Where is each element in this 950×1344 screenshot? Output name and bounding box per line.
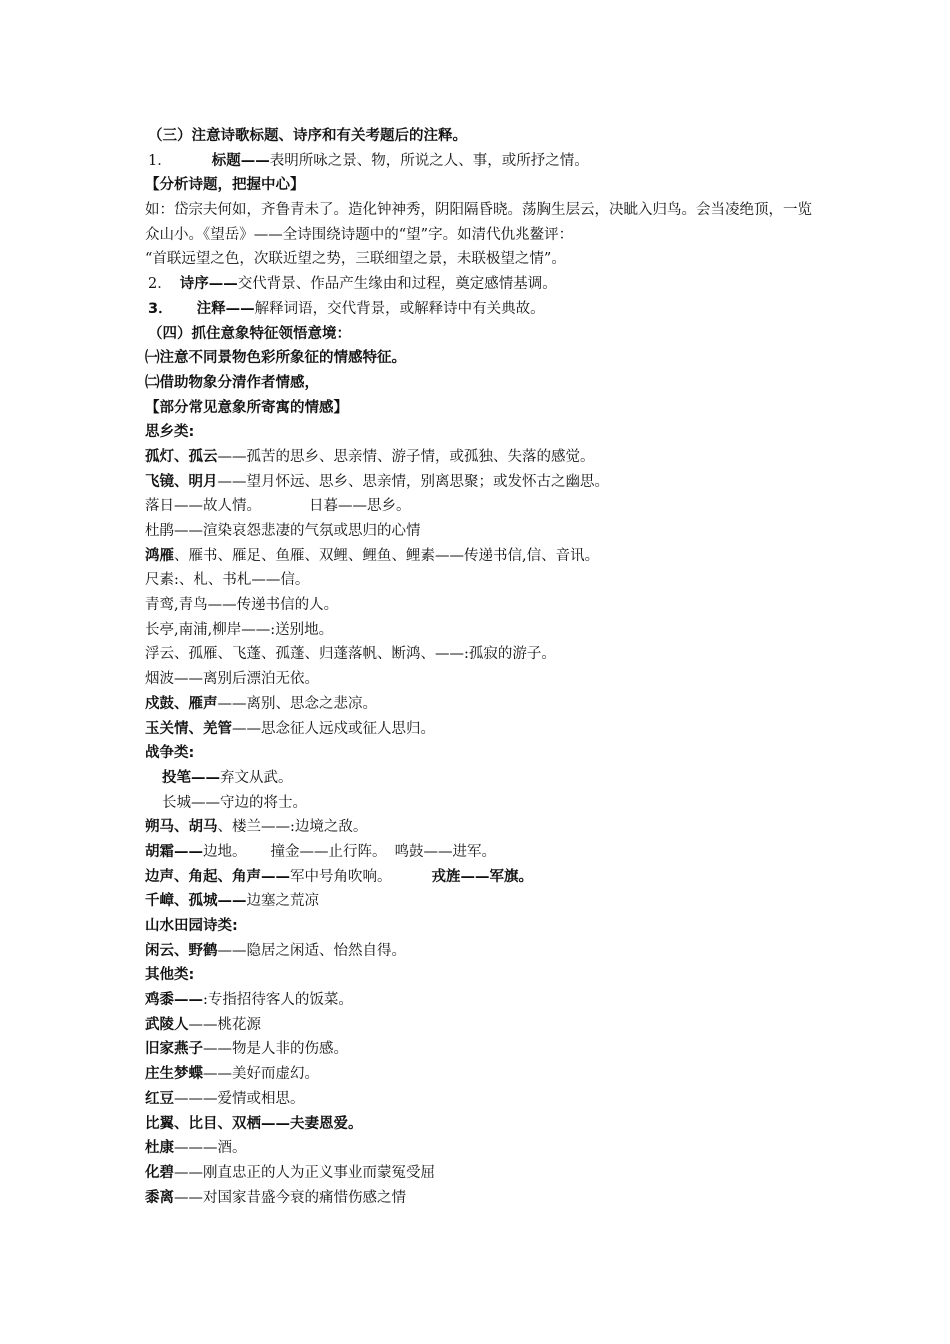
imagery-row: 武陵人——桃花源 bbox=[145, 1016, 261, 1033]
imagery-row: 飞镜、明月——望月怀远、思乡、思亲情，别离思聚；或发怀古之幽思。 bbox=[145, 473, 609, 490]
imagery-row: 落日——故人情。 日暮——思乡。 bbox=[145, 498, 411, 515]
other-category: 其他类: bbox=[145, 967, 195, 984]
imagery-row: 尺素:、札、书札——信。 bbox=[145, 572, 310, 589]
section-3-title: （三）注意诗歌标题、诗序和有关考题后的注释。 bbox=[148, 128, 467, 144]
imagery-row: 化碧——刚直忠正的人为正义事业而蒙冤受屈 bbox=[145, 1164, 435, 1181]
imagery-row: 长城——守边的将士。 bbox=[162, 794, 307, 811]
imagery-row: 千嶂、孤城——边塞之荒凉 bbox=[145, 893, 319, 910]
imagery-row: 孤灯、孤云——孤苦的思乡、思亲情、游子情，或孤独、失落的感觉。 bbox=[145, 448, 595, 465]
document-page bbox=[145, 124, 825, 1210]
item-number: 3． bbox=[148, 300, 173, 317]
imagery-row: 旧家燕子——物是人非的伤感。 bbox=[145, 1041, 348, 1058]
imagery-row: 庄生梦蝶——美好而虚幻。 bbox=[145, 1066, 319, 1083]
imagery-row: 杜鹃——渲染哀怨悲凄的气氛或思归的心情 bbox=[145, 523, 421, 540]
item-3 bbox=[145, 297, 825, 322]
landscape-category: 山水田园诗类: bbox=[145, 918, 238, 935]
imagery-row: 青鸾,青鸟——传递书信的人。 bbox=[145, 597, 339, 614]
imagery-row: 比翼、比目、双栖——夫妻恩爱。 bbox=[145, 1115, 363, 1132]
common-imagery-heading: 【部分常见意象所寄寓的情感】 bbox=[145, 399, 348, 416]
imagery-row: 闲云、野鹤——隐居之闲适、怡然自得。 bbox=[145, 942, 406, 959]
imagery-row: 杜康———酒。 bbox=[145, 1140, 247, 1157]
homesick-category: 思乡类: bbox=[145, 424, 195, 441]
imagery-row: 鸿雁、雁书、雁足、鱼雁、双鲤、鲤鱼、鲤素——传递书信,信、音讯。 bbox=[145, 547, 600, 564]
imagery-row: 浮云、孤雁、飞蓬、孤蓬、归蓬落帆、断鸿、——:孤寂的游子。 bbox=[145, 646, 556, 663]
item-text: 表明所咏之景、物，所说之人、事，或所抒之情。 bbox=[269, 152, 589, 169]
imagery-row: 朔马、胡马、楼兰——:边境之敌。 bbox=[145, 819, 368, 836]
analysis-heading: 【分析诗题，把握中心】 bbox=[145, 177, 305, 194]
section-4-title: （四）抓住意象特征领悟意境： bbox=[148, 325, 351, 342]
war-category: 战争类: bbox=[145, 745, 195, 762]
item-heading: 注释—— bbox=[196, 300, 255, 317]
item-heading: 诗序—— bbox=[179, 276, 238, 293]
item-number: 1． bbox=[148, 152, 172, 169]
item-text: 交代背景、作品产生缘由和过程，奠定感情基调。 bbox=[237, 276, 557, 293]
imagery-row: 玉关情、羌管——思念征人远戍或征人思归。 bbox=[145, 720, 435, 737]
item-1 bbox=[145, 149, 825, 174]
imagery-row: 投笔——弃文从武。 bbox=[162, 769, 293, 786]
imagery-row: 烟波——离别后漂泊无依。 bbox=[145, 671, 319, 688]
imagery-row: 红豆———爱情或相思。 bbox=[145, 1090, 305, 1107]
imagery-row: 胡霜——边地。 撞金——止行阵。 鸣鼓——进军。 bbox=[145, 843, 496, 860]
example-quote: “首联远望之色，次联近望之势，三联细望之景，未联极望之情”。 bbox=[145, 251, 566, 268]
point-2: ㈡借助物象分清作者情感， bbox=[145, 374, 319, 391]
imagery-row: 戍鼓、雁声——离别、思念之悲凉。 bbox=[145, 695, 377, 712]
item-text: 解释词语，交代背景，或解释诗中有关典故。 bbox=[254, 300, 545, 317]
imagery-row: 鸡黍——:专指招待客人的饭菜。 bbox=[145, 992, 353, 1009]
imagery-row: 长亭,南浦,柳岸——:送别地。 bbox=[145, 621, 334, 638]
point-1: ㈠注意不同景物色彩所象征的情感特征。 bbox=[145, 350, 406, 367]
imagery-row: 边声、角起、角声——军中号角吹响。 戎旌——军旗。 bbox=[145, 868, 533, 885]
item-heading: 标题—— bbox=[211, 152, 270, 169]
item-2 bbox=[145, 272, 825, 297]
item-number: 2． bbox=[148, 276, 172, 293]
example-paragraph: 如：岱宗夫何如，齐鲁青未了。造化钟神秀，阴阳隔昏晓。荡胸生层云，决眦入归鸟。会当凌绝顶，一览众山小。《望岳》——全诗围绕诗题中的“望”字。如清代仇兆鳌评： bbox=[145, 202, 812, 243]
imagery-row: 黍离——对国家昔盛今衰的痛惜伤感之情 bbox=[145, 1189, 406, 1206]
